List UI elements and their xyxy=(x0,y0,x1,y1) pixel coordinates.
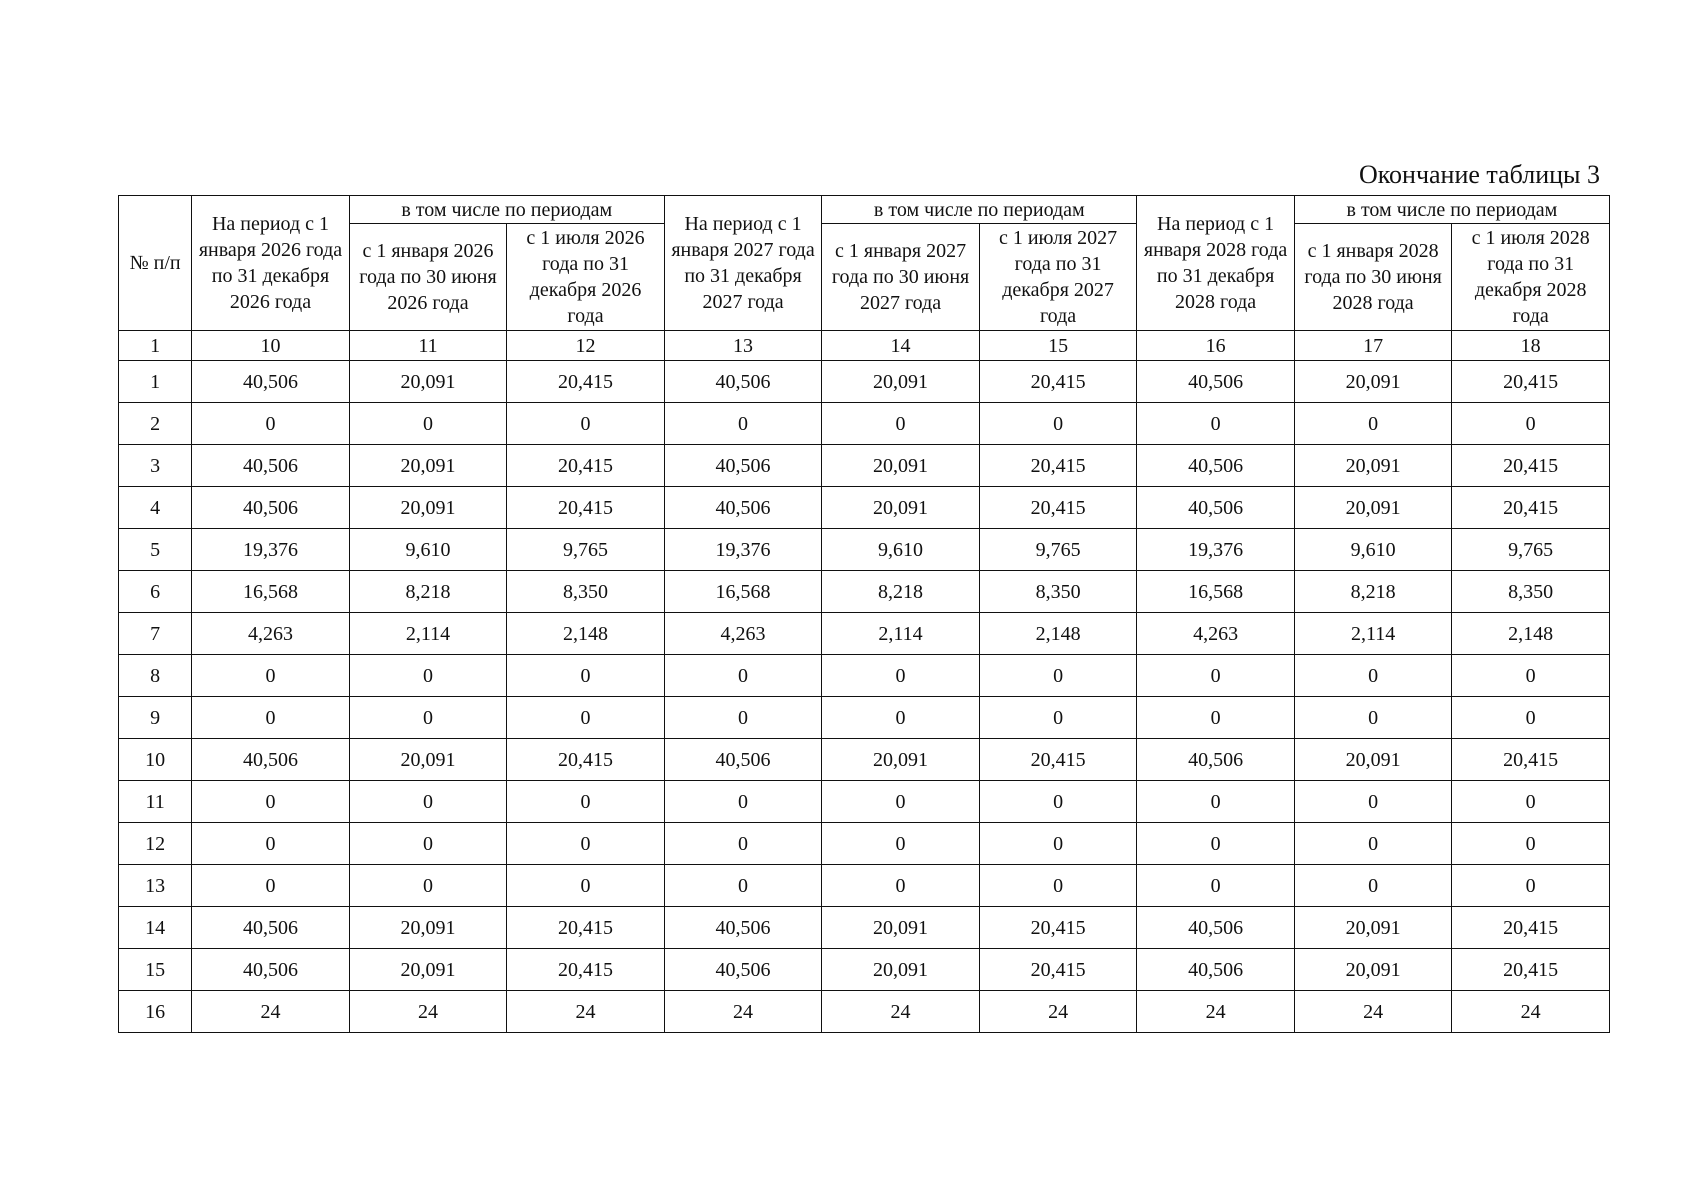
table-row xyxy=(119,865,1610,907)
value-cell: 0 xyxy=(1137,655,1295,697)
value-cell: 0 xyxy=(349,655,507,697)
value-cell: 20,415 xyxy=(507,445,665,487)
subperiod-header-2027-h1: с 1 января 2027 года по 30 июня 2027 года xyxy=(822,224,980,331)
table-row xyxy=(119,529,1610,571)
value-cell: 0 xyxy=(349,781,507,823)
data-table xyxy=(118,195,1610,1033)
row-number-cell: 10 xyxy=(119,739,192,781)
value-cell: 0 xyxy=(192,697,350,739)
full-period-header-2026: На период с 1 января 2026 года по 31 декабря 2026 года xyxy=(192,196,350,331)
value-cell: 4,263 xyxy=(1137,613,1295,655)
value-cell: 40,506 xyxy=(192,487,350,529)
value-cell: 0 xyxy=(979,655,1137,697)
value-cell: 0 xyxy=(1137,781,1295,823)
value-cell: 16,568 xyxy=(192,571,350,613)
value-cell: 9,765 xyxy=(1452,529,1610,571)
subperiods-header-2028: в том числе по периодам xyxy=(1294,196,1609,224)
value-cell: 0 xyxy=(192,781,350,823)
value-cell: 0 xyxy=(664,781,822,823)
row-number-cell: 13 xyxy=(119,865,192,907)
value-cell: 9,610 xyxy=(822,529,980,571)
value-cell: 20,091 xyxy=(349,739,507,781)
table-row xyxy=(119,361,1610,403)
column-number-cell: 18 xyxy=(1452,331,1610,361)
value-cell: 0 xyxy=(1294,697,1452,739)
value-cell: 20,091 xyxy=(349,361,507,403)
row-number-cell: 7 xyxy=(119,613,192,655)
value-cell: 9,610 xyxy=(1294,529,1452,571)
value-cell: 0 xyxy=(1294,655,1452,697)
value-cell: 0 xyxy=(822,823,980,865)
value-cell: 20,415 xyxy=(507,949,665,991)
value-cell: 0 xyxy=(822,865,980,907)
subperiod-header-2026-h1: с 1 января 2026 года по 30 июня 2026 года xyxy=(349,224,507,331)
table-row xyxy=(119,991,1610,1033)
header-row-top xyxy=(119,196,1610,224)
value-cell: 20,415 xyxy=(507,361,665,403)
value-cell: 0 xyxy=(979,865,1137,907)
row-number-cell: 8 xyxy=(119,655,192,697)
value-cell: 40,506 xyxy=(192,361,350,403)
table-caption: Окончание таблицы 3 xyxy=(1358,160,1600,189)
value-cell: 20,415 xyxy=(1452,361,1610,403)
value-cell: 40,506 xyxy=(192,949,350,991)
value-cell: 9,765 xyxy=(979,529,1137,571)
subperiod-header-2027-h2: с 1 июля 2027 года по 31 декабря 2027 года xyxy=(979,224,1137,331)
value-cell: 16,568 xyxy=(1137,571,1295,613)
value-cell: 0 xyxy=(822,781,980,823)
table-row xyxy=(119,613,1610,655)
value-cell: 0 xyxy=(1137,403,1295,445)
value-cell: 0 xyxy=(822,697,980,739)
value-cell: 9,765 xyxy=(507,529,665,571)
value-cell: 0 xyxy=(1452,697,1610,739)
value-cell: 0 xyxy=(979,781,1137,823)
value-cell: 4,263 xyxy=(664,613,822,655)
value-cell: 40,506 xyxy=(1137,361,1295,403)
value-cell: 0 xyxy=(822,403,980,445)
value-cell: 20,091 xyxy=(349,487,507,529)
value-cell: 19,376 xyxy=(664,529,822,571)
value-cell: 0 xyxy=(192,403,350,445)
full-period-header-2027: На период с 1 января 2027 года по 31 декабря 2027 года xyxy=(664,196,822,331)
value-cell: 0 xyxy=(1137,697,1295,739)
value-cell: 40,506 xyxy=(192,739,350,781)
value-cell: 0 xyxy=(664,403,822,445)
value-cell: 20,091 xyxy=(822,445,980,487)
value-cell: 0 xyxy=(979,823,1137,865)
value-cell: 2,114 xyxy=(822,613,980,655)
row-number-cell: 12 xyxy=(119,823,192,865)
table-row xyxy=(119,487,1610,529)
column-number-cell: 16 xyxy=(1137,331,1295,361)
value-cell: 8,350 xyxy=(507,571,665,613)
value-cell: 40,506 xyxy=(1137,487,1295,529)
full-period-header-2028: На период с 1 января 2028 года по 31 декабря 2028 года xyxy=(1137,196,1295,331)
value-cell: 0 xyxy=(507,823,665,865)
row-number-cell: 14 xyxy=(119,907,192,949)
table-row xyxy=(119,697,1610,739)
value-cell: 20,091 xyxy=(349,949,507,991)
value-cell: 0 xyxy=(1294,403,1452,445)
value-cell: 0 xyxy=(192,655,350,697)
value-cell: 20,415 xyxy=(1452,445,1610,487)
row-number-cell: 9 xyxy=(119,697,192,739)
value-cell: 0 xyxy=(192,865,350,907)
value-cell: 20,415 xyxy=(1452,739,1610,781)
value-cell: 8,350 xyxy=(1452,571,1610,613)
column-number-cell: 13 xyxy=(664,331,822,361)
value-cell: 0 xyxy=(1452,403,1610,445)
value-cell: 20,091 xyxy=(1294,361,1452,403)
value-cell: 40,506 xyxy=(1137,907,1295,949)
value-cell: 8,218 xyxy=(349,571,507,613)
value-cell: 20,091 xyxy=(1294,487,1452,529)
value-cell: 0 xyxy=(349,403,507,445)
value-cell: 0 xyxy=(664,865,822,907)
subperiod-header-2028-h2: с 1 июля 2028 года по 31 декабря 2028 года xyxy=(1452,224,1610,331)
value-cell: 9,610 xyxy=(349,529,507,571)
row-number-cell: 6 xyxy=(119,571,192,613)
value-cell: 20,415 xyxy=(507,907,665,949)
value-cell: 0 xyxy=(664,655,822,697)
value-cell: 16,568 xyxy=(664,571,822,613)
value-cell: 0 xyxy=(1452,865,1610,907)
column-numbers-row xyxy=(119,331,1610,361)
value-cell: 0 xyxy=(507,865,665,907)
value-cell: 0 xyxy=(1452,655,1610,697)
value-cell: 4,263 xyxy=(192,613,350,655)
value-cell: 40,506 xyxy=(192,445,350,487)
value-cell: 20,415 xyxy=(979,361,1137,403)
value-cell: 0 xyxy=(1294,781,1452,823)
column-number-cell: 17 xyxy=(1294,331,1452,361)
value-cell: 40,506 xyxy=(1137,739,1295,781)
value-cell: 8,218 xyxy=(1294,571,1452,613)
value-cell: 20,091 xyxy=(822,907,980,949)
value-cell: 24 xyxy=(1294,991,1452,1033)
table-row xyxy=(119,655,1610,697)
value-cell: 24 xyxy=(1452,991,1610,1033)
value-cell: 20,091 xyxy=(822,487,980,529)
value-cell: 24 xyxy=(507,991,665,1033)
value-cell: 0 xyxy=(1137,865,1295,907)
value-cell: 40,506 xyxy=(664,739,822,781)
row-number-cell: 16 xyxy=(119,991,192,1033)
row-number-header: № п/п xyxy=(119,196,192,331)
value-cell: 20,415 xyxy=(1452,907,1610,949)
row-number-cell: 2 xyxy=(119,403,192,445)
value-cell: 0 xyxy=(822,655,980,697)
value-cell: 40,506 xyxy=(664,907,822,949)
value-cell: 40,506 xyxy=(664,361,822,403)
value-cell: 24 xyxy=(979,991,1137,1033)
value-cell: 2,148 xyxy=(507,613,665,655)
value-cell: 0 xyxy=(664,697,822,739)
value-cell: 8,350 xyxy=(979,571,1137,613)
value-cell: 20,415 xyxy=(979,907,1137,949)
value-cell: 20,415 xyxy=(507,487,665,529)
table-row xyxy=(119,739,1610,781)
value-cell: 0 xyxy=(507,655,665,697)
row-number-cell: 1 xyxy=(119,361,192,403)
value-cell: 24 xyxy=(192,991,350,1033)
value-cell: 20,091 xyxy=(822,949,980,991)
value-cell: 40,506 xyxy=(192,907,350,949)
column-number-cell: 10 xyxy=(192,331,350,361)
column-number-cell: 1 xyxy=(119,331,192,361)
value-cell: 24 xyxy=(1137,991,1295,1033)
value-cell: 20,415 xyxy=(1452,949,1610,991)
value-cell: 20,091 xyxy=(349,445,507,487)
column-number-cell: 11 xyxy=(349,331,507,361)
value-cell: 20,091 xyxy=(1294,739,1452,781)
value-cell: 20,091 xyxy=(1294,949,1452,991)
column-number-cell: 15 xyxy=(979,331,1137,361)
table-row xyxy=(119,823,1610,865)
subperiod-header-2026-h2: с 1 июля 2026 года по 31 декабря 2026 года xyxy=(507,224,665,331)
value-cell: 20,415 xyxy=(1452,487,1610,529)
value-cell: 8,218 xyxy=(822,571,980,613)
value-cell: 20,415 xyxy=(507,739,665,781)
row-number-cell: 5 xyxy=(119,529,192,571)
value-cell: 20,415 xyxy=(979,739,1137,781)
table-row xyxy=(119,949,1610,991)
table-body xyxy=(119,361,1610,1033)
row-number-cell: 3 xyxy=(119,445,192,487)
table-row xyxy=(119,445,1610,487)
value-cell: 0 xyxy=(349,697,507,739)
value-cell: 2,114 xyxy=(349,613,507,655)
table-container xyxy=(118,195,1610,1033)
value-cell: 0 xyxy=(349,865,507,907)
value-cell: 0 xyxy=(979,403,1137,445)
column-number-cell: 14 xyxy=(822,331,980,361)
value-cell: 20,415 xyxy=(979,487,1137,529)
value-cell: 0 xyxy=(979,697,1137,739)
value-cell: 40,506 xyxy=(1137,949,1295,991)
value-cell: 20,091 xyxy=(822,739,980,781)
value-cell: 0 xyxy=(1452,781,1610,823)
value-cell: 20,415 xyxy=(979,445,1137,487)
value-cell: 0 xyxy=(349,823,507,865)
value-cell: 2,148 xyxy=(979,613,1137,655)
subperiods-header-2026: в том числе по периодам xyxy=(349,196,664,224)
value-cell: 2,148 xyxy=(1452,613,1610,655)
column-number-cell: 12 xyxy=(507,331,665,361)
row-number-cell: 11 xyxy=(119,781,192,823)
value-cell: 0 xyxy=(192,823,350,865)
table-row xyxy=(119,571,1610,613)
table-row xyxy=(119,781,1610,823)
value-cell: 0 xyxy=(507,781,665,823)
table-row xyxy=(119,907,1610,949)
subperiods-header-2027: в том числе по периодам xyxy=(822,196,1137,224)
value-cell: 0 xyxy=(1452,823,1610,865)
value-cell: 40,506 xyxy=(664,445,822,487)
value-cell: 0 xyxy=(664,823,822,865)
value-cell: 19,376 xyxy=(1137,529,1295,571)
value-cell: 20,091 xyxy=(822,361,980,403)
value-cell: 2,114 xyxy=(1294,613,1452,655)
value-cell: 40,506 xyxy=(664,487,822,529)
value-cell: 40,506 xyxy=(1137,445,1295,487)
row-number-cell: 15 xyxy=(119,949,192,991)
value-cell: 20,091 xyxy=(1294,445,1452,487)
subperiod-header-2028-h1: с 1 января 2028 года по 30 июня 2028 года xyxy=(1294,224,1452,331)
row-number-cell: 4 xyxy=(119,487,192,529)
value-cell: 20,415 xyxy=(979,949,1137,991)
value-cell: 0 xyxy=(507,403,665,445)
value-cell: 24 xyxy=(822,991,980,1033)
value-cell: 0 xyxy=(507,697,665,739)
value-cell: 20,091 xyxy=(1294,907,1452,949)
value-cell: 0 xyxy=(1137,823,1295,865)
value-cell: 24 xyxy=(349,991,507,1033)
value-cell: 19,376 xyxy=(192,529,350,571)
value-cell: 0 xyxy=(1294,823,1452,865)
value-cell: 24 xyxy=(664,991,822,1033)
table-row xyxy=(119,403,1610,445)
value-cell: 20,091 xyxy=(349,907,507,949)
value-cell: 40,506 xyxy=(664,949,822,991)
value-cell: 0 xyxy=(1294,865,1452,907)
